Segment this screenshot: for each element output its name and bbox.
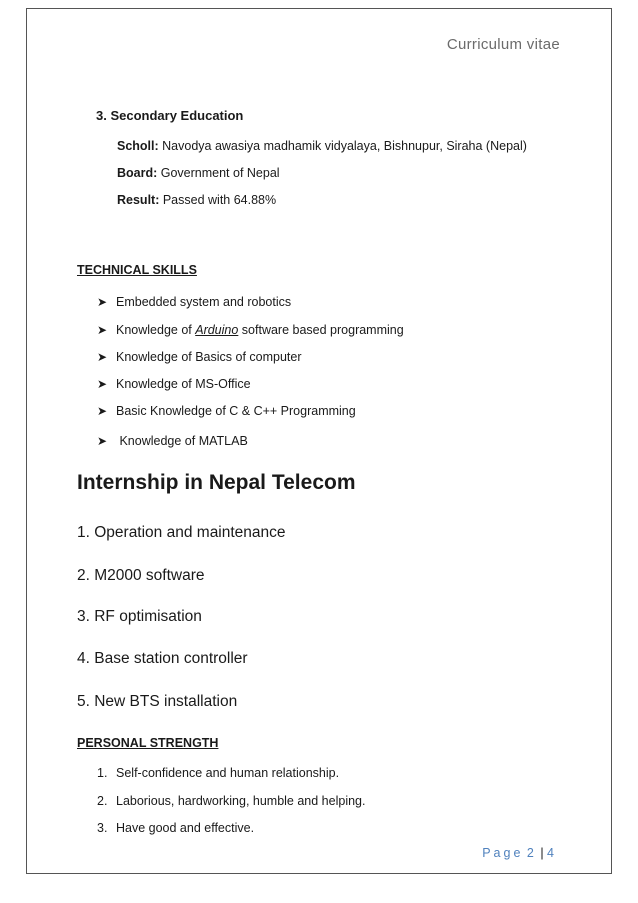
internship-item: 3. RF optimisation — [77, 608, 202, 625]
strength-text: Self-confidence and human relationship. — [116, 766, 340, 780]
internship-item: 5. New BTS installation — [77, 693, 238, 710]
skill-text: Embedded system and robotics — [116, 295, 292, 309]
internship-item: 4. Base station controller — [77, 650, 248, 667]
internship-heading: Internship in Nepal Telecom — [77, 471, 356, 494]
skill-text-pre: Knowledge of — [116, 323, 196, 337]
page-label: Page — [482, 846, 524, 860]
result-line — [117, 193, 276, 207]
internship-item: 1. Operation and maintenance — [77, 524, 286, 541]
internship-item: 2. M2000 software — [77, 567, 205, 584]
strength-item — [97, 821, 254, 835]
school-value: Navodya awasiya madhamik vidyalaya, Bishnupur, Siraha (Nepal) — [158, 139, 527, 153]
strength-number: 3. — [97, 821, 108, 835]
strength-item — [97, 766, 339, 780]
skill-item — [97, 295, 291, 309]
skill-text: Knowledge of Basics of computer — [116, 350, 302, 364]
school-label: Scholl: — [117, 139, 159, 153]
arduino-emphasis: Arduino — [195, 323, 239, 337]
board-label: Board: — [117, 166, 158, 180]
skill-text-post: software based programming — [238, 323, 404, 337]
skill-text: Basic Knowledge of C & C++ Programming — [116, 404, 356, 418]
result-label: Result: — [117, 193, 160, 207]
header-title: Curriculum vitae — [446, 36, 560, 53]
technical-skills-heading: TECHNICAL SKILLS — [77, 263, 197, 277]
skill-text: Knowledge of MATLAB — [116, 434, 248, 448]
arrowhead-bullet-icon: ➤ — [97, 404, 108, 418]
page-footer — [0, 846, 557, 860]
skill-item — [97, 323, 404, 337]
personal-strength-heading: PERSONAL STRENGTH — [77, 736, 219, 750]
skill-item — [97, 350, 302, 364]
skill-item — [97, 434, 248, 448]
secondary-education-title: 3. Secondary Education — [96, 108, 244, 123]
strength-number: 1. — [97, 766, 108, 780]
arrowhead-bullet-icon: ➤ — [97, 350, 108, 364]
page-total: 4 — [547, 846, 557, 860]
arrowhead-bullet-icon: ➤ — [97, 295, 108, 309]
skill-item — [97, 404, 356, 418]
strength-text: Have good and effective. — [116, 821, 255, 835]
skill-item — [97, 377, 251, 391]
strength-number: 2. — [97, 794, 108, 808]
arrowhead-bullet-icon: ➤ — [97, 323, 108, 337]
school-line — [117, 139, 527, 153]
page-separator: | — [536, 846, 548, 860]
page-current: 2 — [526, 846, 537, 860]
board-line — [117, 166, 280, 180]
arrowhead-bullet-icon: ➤ — [97, 434, 108, 448]
skill-text: Knowledge of MS-Office — [116, 377, 251, 391]
arrowhead-bullet-icon: ➤ — [97, 377, 108, 391]
board-value: Government of Nepal — [157, 166, 280, 180]
result-value: Passed with 64.88% — [159, 193, 277, 207]
strength-item — [97, 794, 365, 808]
strength-text: Laborious, hardworking, humble and helping. — [116, 794, 366, 808]
